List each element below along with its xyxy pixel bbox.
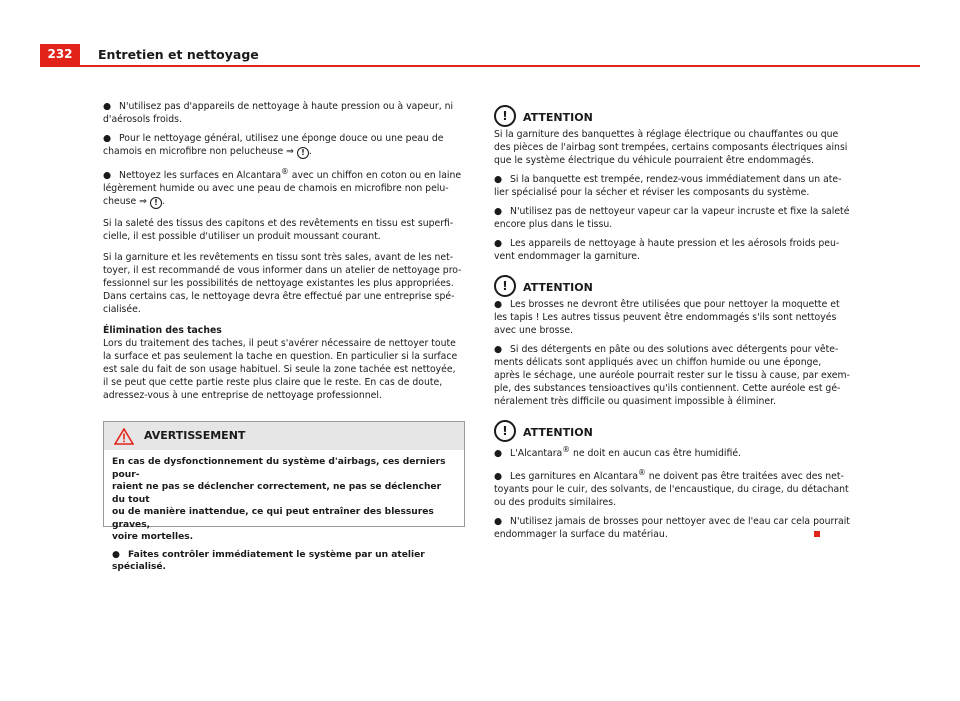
warning-body: En cas de dysfonctionnement du système d'airbags, ces derniers pour- raient ne pas se déclencher correctement, ne pas se déclencher du tout ou de manière inattendue, ce qui peut entraîner des blessures graves, voire mortelles. ● Faites contrôler immédiatement le système par un atelier spécialisé. xyxy=(104,450,464,574)
warning-title: AVERTISSEMENT xyxy=(144,429,246,442)
attention-icon: ! xyxy=(494,275,516,297)
end-of-section-mark xyxy=(814,531,820,537)
caution-ref-icon[interactable]: ! xyxy=(297,147,309,159)
attention-title: ATTENTION xyxy=(523,281,593,294)
list-item: ● Les garnitures en Alcantara® ne doivent pas être traitées avec des net- toyants pour le cuir, des solvants, de l'encaustique, du cirage, du détachant ou des produits similaires. xyxy=(494,468,849,509)
list-item: ● Pour le nettoyage général, utilisez une éponge douce ou une peau de chamois en microfibre non pelucheuse ⇒ ! . xyxy=(103,133,444,157)
caution-ref-icon[interactable]: ! xyxy=(150,197,162,209)
paragraph: Si la saleté des tissus des capitons et des revêtements en tissu est superfi- cielle, il est possible d'utiliser un produit moussant courant. xyxy=(103,218,454,243)
attention-header xyxy=(494,275,860,295)
list-item: ● Nettoyez les surfaces en Alcantara® avec un chiffon en coton ou en laine légèrement humide ou avec une peau de chamois en microfibre non pelu- cheuse ⇒ ! . xyxy=(103,167,462,208)
paragraph: Si la garniture et les revêtements en tissu sont très sales, avant de les net- toyer, il est recommandé de vous informer dans un atelier de nettoyage pro- fessionnel sur les possibilités de nettoyage existantes les plus appropriées. Dans certains cas, le nettoyage devra être effectué par une entreprise spé- cialisée. xyxy=(103,252,462,316)
attention-icon: ! xyxy=(494,420,516,442)
warning-triangle-icon xyxy=(114,428,134,445)
list-item: ● N'utilisez jamais de brosses pour nettoyer avec de l'eau car cela pourrait endommager la surface du matériau. xyxy=(494,516,850,541)
attention-icon: ! xyxy=(494,105,516,127)
warning-header xyxy=(104,422,464,450)
paragraph: Si la garniture des banquettes à réglage électrique ou chauffantes ou que des pièces de l'airbag sont trempées, certains composants électriques ainsi que le système électrique du véhicule pourraient être endommagés. xyxy=(494,129,848,166)
list-item: ● Si des détergents en pâte ou des solutions avec détergents pour vête- ments délicats sont appliqués avec un chiffon humide ou une éponge, après le séchage, une auréole pourrait rester sur le tissu à cause, par exem- ple, des substances tensioactives qu'ils contiennent. Cette auréole est gé- néralement très difficile ou quasiment impossible à éliminer. xyxy=(494,344,850,407)
page-number: 232 xyxy=(40,44,80,65)
list-item: ● N'utilisez pas d'appareils de nettoyage à haute pression ou à vapeur, ni d'aérosols froids. xyxy=(103,101,454,125)
right-column xyxy=(494,105,860,547)
page-title: Entretien et nettoyage xyxy=(98,47,259,62)
paragraph: Lors du traitement des taches, il peut s'avérer nécessaire de nettoyer toute la surface et pas seulement la tache en question. En particulier si la surface est sale du fait de son usage habituel. Si seule la zone tachée est nettoyée, il se peut que cette partie reste plus claire que le reste. En cas de doute, adressez-vous à une entreprise de nettoyage professionnel. xyxy=(103,338,458,402)
attention-header xyxy=(494,105,860,125)
header-rule xyxy=(40,65,920,67)
list-item: ● Faites contrôler immédiatement le système par un atelier spécialisé. xyxy=(112,549,425,572)
warning-box xyxy=(103,421,465,572)
attention-title: ATTENTION xyxy=(523,426,593,439)
attention-title: ATTENTION xyxy=(523,111,593,124)
list-item: ● Les appareils de nettoyage à haute pression et les aérosols froids peu- vent endommager la garniture. xyxy=(494,238,840,262)
attention-header xyxy=(494,420,860,440)
page-header xyxy=(40,44,920,67)
list-item: ● Si la banquette est trempée, rendez-vous immédiatement dans un ate- lier spécialisé pour la sécher et réviser les composants du système. xyxy=(494,174,842,198)
list-item: ● N'utilisez pas de nettoyeur vapeur car la vapeur incruste et fixe la saleté encore plus dans le tissu. xyxy=(494,206,850,230)
list-item: ● Les brosses ne devront être utilisées que pour nettoyer la moquette et les tapis ! Les autres tissus peuvent être endommagés s'ils sont nettoyés avec une brosse. xyxy=(494,299,840,336)
left-column xyxy=(103,100,465,408)
section-subheading: Élimination des taches xyxy=(103,325,222,337)
list-item: ● L'Alcantara® ne doit en aucun cas être humidifié. xyxy=(494,445,742,460)
